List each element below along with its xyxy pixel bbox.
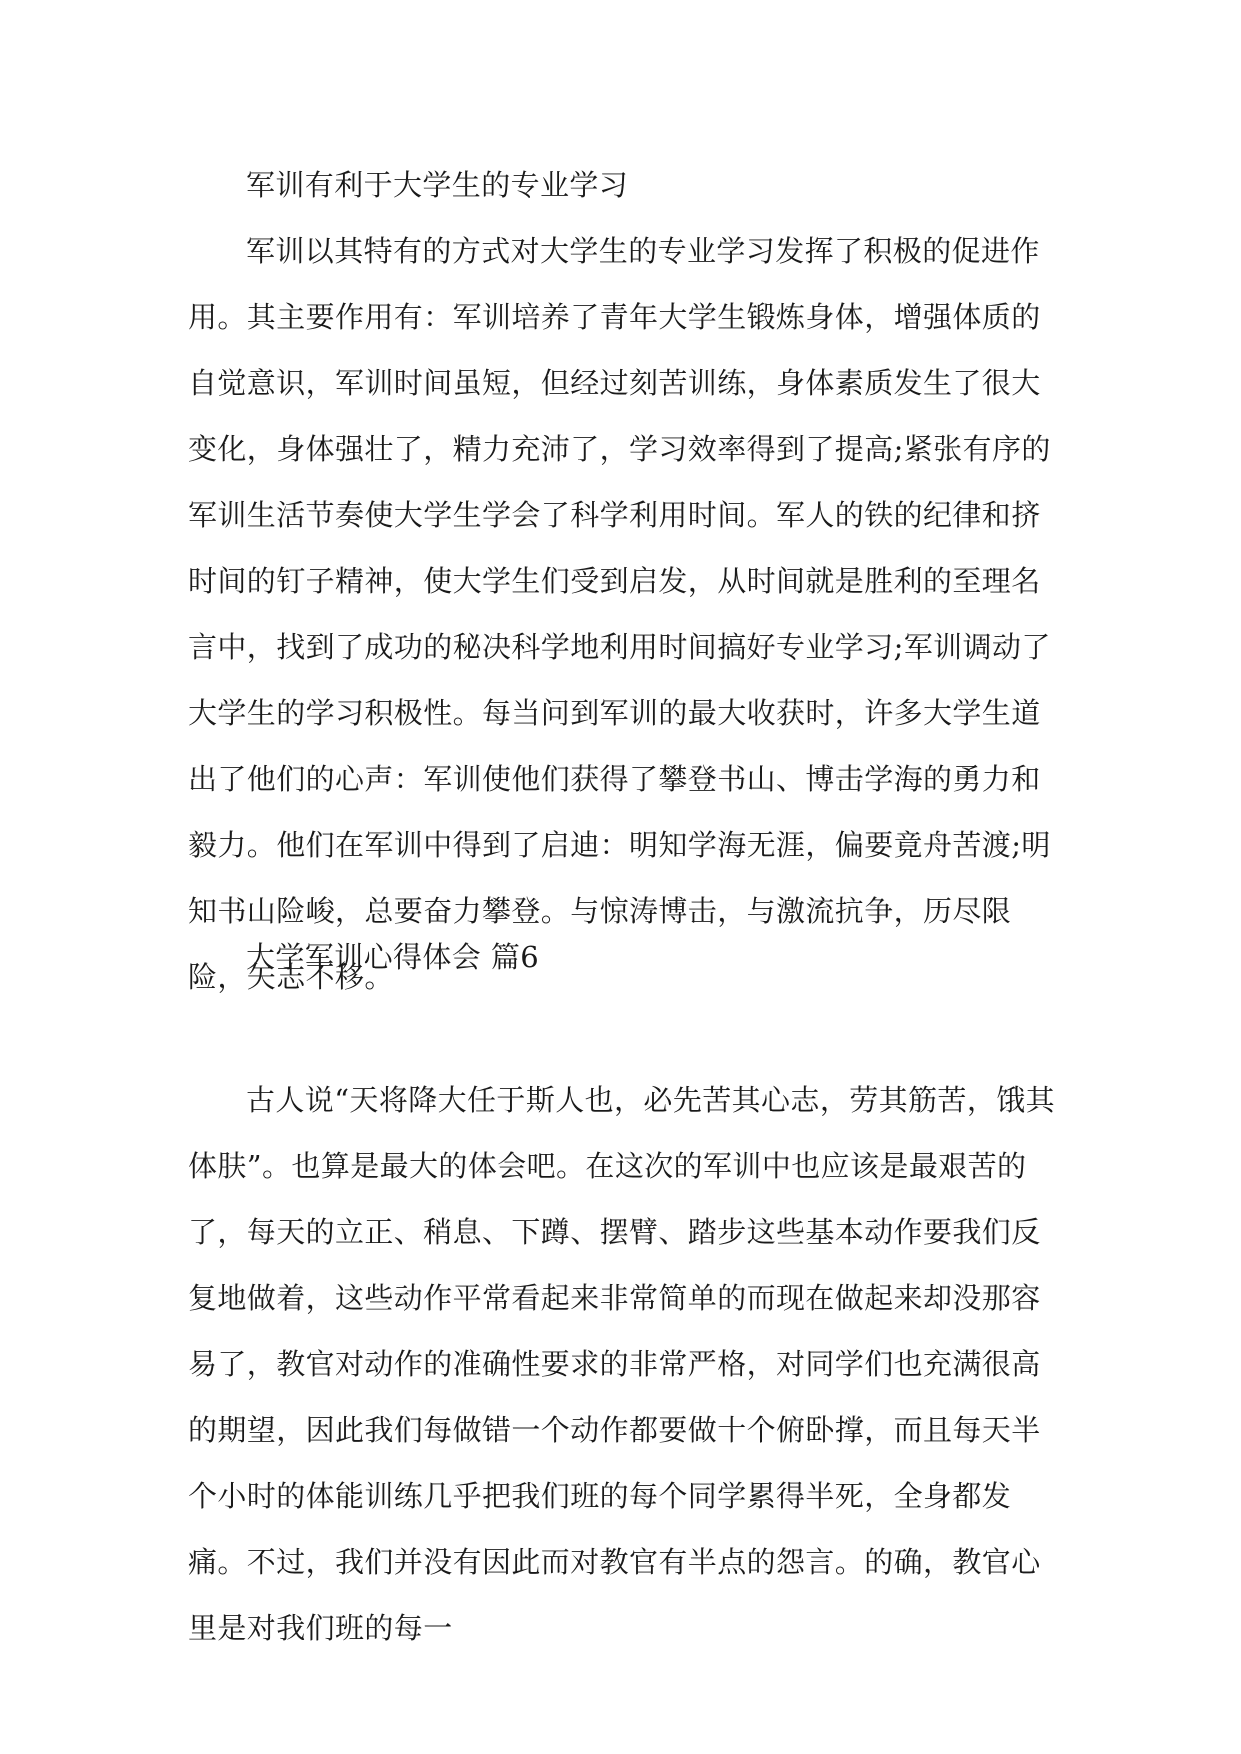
section-heading: 军训有利于大学生的专业学习	[246, 168, 629, 202]
body-paragraph: 军训以其特有的方式对大学生的专业学习发挥了积极的促进作用。其主要作用有：军训培养了青年大学生锻炼身体，增强体质的自觉意识，军训时间虽短，但经过刻苦训练，身体素质发生了很大变化，身体强壮了，精力充沛了，学习效率得到了提高;紧张有序的军训生活节奏使大学生学会了科学利用时间。军人的铁的纪律和挤时间的钉子精神，使大学生们受到启发，从时间就是胜利的至理名言中，找到了成功的秘决科学地利用时间搞好专业学习;军训调动了大学生的学习积极性。每当问到军训的最大收获时，许多大学生道出了他们的心声：军训使他们获得了攀登书山、博击学海的勇力和毅力。他们在军训中得到了启迪：明知学海无涯，偏要竟舟苦渡;明知书山险峻，总要奋力攀登。与惊涛博击，与激流抗争，历尽限险，矢志不移。	[188, 234, 1051, 994]
body-paragraph: 古人说“天将降大任于斯人也，必先苦其心志，劳其筋苦，饿其体肤”。也算是最大的体会吧。在这次的军训中也应该是最艰苦的了，每天的立正、稍息、下蹲、摆臂、踏步这些基本动作要我们反复地做着，这些动作平常看起来非常简单的而现在做起来却没那容易了，教官对动作的准确性要求的非常严格，对同学们也充满很高的期望，因此我们每做错一个动作都要做十个俯卧撑，而且每天半个小时的体能训练几乎把我们班的每个同学累得半死，全身都发痛。不过，我们并没有因此而对教官有半点的怨言。的确，教官心里是对我们班的每一	[188, 1083, 1056, 1645]
essay-title: 大学军训心得体会 篇6	[246, 940, 540, 974]
